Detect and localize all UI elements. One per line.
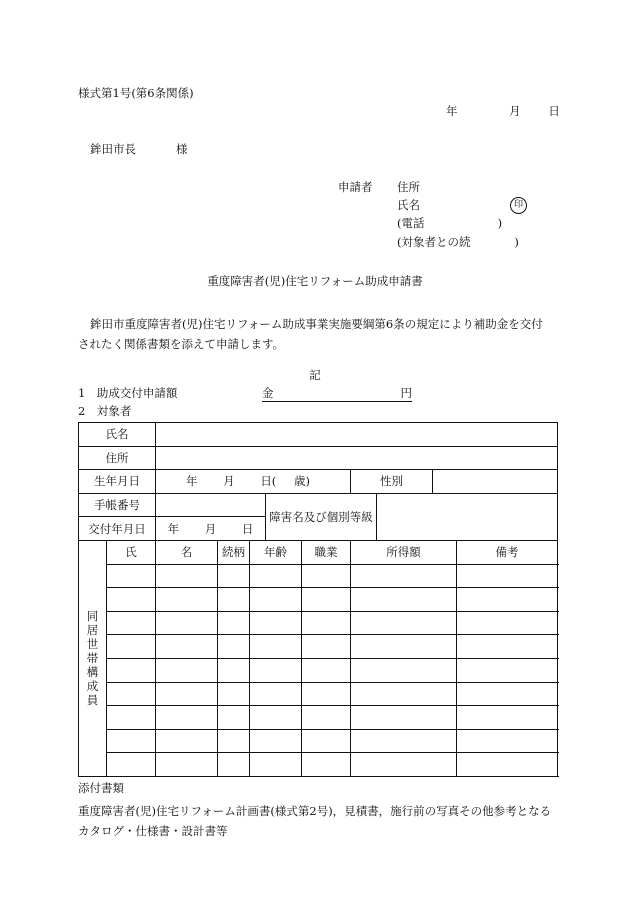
member-cell[interactable] bbox=[302, 635, 351, 659]
member-cell[interactable] bbox=[457, 706, 558, 730]
member-cell[interactable] bbox=[107, 658, 156, 682]
member-cell[interactable] bbox=[302, 706, 351, 730]
member-cell[interactable] bbox=[156, 658, 218, 682]
member-cell[interactable] bbox=[250, 588, 302, 612]
member-cell[interactable] bbox=[250, 753, 302, 777]
member-cell[interactable] bbox=[250, 658, 302, 682]
household-char: 居 bbox=[86, 623, 99, 638]
member-cell[interactable] bbox=[218, 729, 250, 753]
col-note: 備考 bbox=[457, 540, 558, 564]
birth-cell[interactable] bbox=[156, 470, 351, 494]
item2-label: 2 対象者 bbox=[78, 404, 132, 418]
amount-field[interactable] bbox=[262, 388, 412, 402]
member-cell[interactable] bbox=[457, 635, 558, 659]
household-char: 帯 bbox=[86, 651, 99, 666]
household-char: 世 bbox=[86, 637, 99, 652]
disability-cell[interactable] bbox=[377, 493, 558, 540]
member-row bbox=[79, 635, 558, 659]
member-cell[interactable] bbox=[351, 753, 457, 777]
member-cell[interactable] bbox=[302, 564, 351, 588]
col-mei: 名 bbox=[156, 540, 218, 564]
amount-prefix: 金 bbox=[262, 386, 274, 400]
member-cell[interactable] bbox=[218, 611, 250, 635]
member-cell[interactable] bbox=[457, 729, 558, 753]
member-cell[interactable] bbox=[351, 658, 457, 682]
member-row bbox=[79, 706, 558, 730]
col-age: 年齢 bbox=[250, 540, 302, 564]
household-char: 同 bbox=[86, 609, 99, 624]
applicant-address: 住所 bbox=[397, 180, 420, 194]
member-cell[interactable] bbox=[457, 658, 558, 682]
member-cell[interactable] bbox=[457, 753, 558, 777]
member-row bbox=[79, 588, 558, 612]
member-cell[interactable] bbox=[107, 706, 156, 730]
item1-label: 1 助成交付申請額 bbox=[78, 386, 178, 400]
member-cell[interactable] bbox=[107, 753, 156, 777]
birth-day: 日( bbox=[260, 474, 277, 489]
member-cell[interactable] bbox=[457, 611, 558, 635]
member-cell[interactable] bbox=[218, 658, 250, 682]
member-cell[interactable] bbox=[156, 635, 218, 659]
disability-label: 障害名及び個別等級 bbox=[266, 493, 377, 540]
date-year: 年 bbox=[446, 104, 458, 118]
member-cell[interactable] bbox=[107, 588, 156, 612]
member-cell[interactable] bbox=[351, 729, 457, 753]
attachments-heading: 添付書類 bbox=[78, 781, 124, 795]
member-cell[interactable] bbox=[351, 682, 457, 706]
issue-month: 月 bbox=[204, 521, 217, 536]
applicant-label: 申請者 bbox=[338, 180, 373, 194]
member-cell[interactable] bbox=[218, 588, 250, 612]
household-char: 構 bbox=[86, 665, 99, 680]
member-cell[interactable] bbox=[107, 635, 156, 659]
birth-age: 歳) bbox=[293, 474, 310, 489]
issue-date-cell[interactable] bbox=[156, 517, 266, 541]
member-cell[interactable] bbox=[250, 611, 302, 635]
document-title: 重度障害者(児)住宅リフォーム助成申請書 bbox=[207, 274, 423, 288]
member-cell[interactable] bbox=[218, 753, 250, 777]
issue-date-label: 交付年月日 bbox=[79, 517, 156, 541]
birth-year: 年 bbox=[186, 474, 198, 489]
member-cell[interactable] bbox=[156, 729, 218, 753]
seal-icon: 印 bbox=[510, 197, 527, 214]
member-cell[interactable] bbox=[250, 635, 302, 659]
member-cell[interactable] bbox=[218, 564, 250, 588]
member-cell[interactable] bbox=[302, 729, 351, 753]
honorific: 様 bbox=[176, 142, 188, 156]
member-cell[interactable] bbox=[351, 706, 457, 730]
address-label: 住所 bbox=[79, 446, 156, 470]
application-date bbox=[446, 106, 560, 118]
member-cell[interactable] bbox=[156, 682, 218, 706]
addressee bbox=[90, 144, 188, 156]
member-row bbox=[79, 564, 558, 588]
birth-label: 生年月日 bbox=[79, 470, 156, 494]
member-cell[interactable] bbox=[156, 588, 218, 612]
member-cell[interactable] bbox=[107, 611, 156, 635]
member-cell[interactable] bbox=[250, 706, 302, 730]
mayor-title: 鉾田市長 bbox=[90, 142, 136, 156]
address-cell[interactable] bbox=[156, 446, 558, 470]
body-text: 鉾田市重度障害者(児)住宅リフォーム助成事業実施要綱第6条の規定により補助金を交付されたく関係書類を添えて申請します。 bbox=[78, 317, 543, 351]
member-cell[interactable] bbox=[218, 682, 250, 706]
applicant-phone: (電話 ) bbox=[397, 216, 503, 230]
household-char: 員 bbox=[86, 693, 99, 708]
member-cell[interactable] bbox=[156, 564, 218, 588]
name-label: 氏名 bbox=[79, 423, 156, 447]
col-income: 所得額 bbox=[351, 540, 457, 564]
member-cell[interactable] bbox=[302, 611, 351, 635]
member-cell[interactable] bbox=[302, 682, 351, 706]
handbook-cell[interactable] bbox=[156, 493, 266, 517]
member-cell[interactable] bbox=[457, 682, 558, 706]
col-relation: 続柄 bbox=[218, 540, 250, 564]
member-cell[interactable] bbox=[107, 682, 156, 706]
member-cell[interactable] bbox=[351, 588, 457, 612]
col-job: 職業 bbox=[302, 540, 351, 564]
date-month: 月 bbox=[509, 104, 521, 118]
member-cell[interactable] bbox=[302, 588, 351, 612]
member-cell[interactable] bbox=[351, 611, 457, 635]
ki-heading: 記 bbox=[309, 368, 321, 382]
handbook-label: 手帳番号 bbox=[79, 493, 156, 517]
issue-day: 日 bbox=[241, 521, 254, 536]
applicant-name: 氏名 bbox=[397, 198, 420, 212]
sex-cell[interactable] bbox=[433, 470, 558, 494]
col-shi: 氏 bbox=[107, 540, 156, 564]
member-cell[interactable] bbox=[156, 706, 218, 730]
member-row bbox=[79, 658, 558, 682]
member-cell[interactable] bbox=[351, 635, 457, 659]
member-cell[interactable] bbox=[156, 611, 218, 635]
member-cell[interactable] bbox=[156, 753, 218, 777]
birth-month: 月 bbox=[223, 474, 235, 489]
form-number: 様式第1号(第6条関係) bbox=[78, 86, 194, 100]
member-cell[interactable] bbox=[302, 753, 351, 777]
household-char: 成 bbox=[86, 679, 99, 694]
household-label bbox=[79, 540, 107, 776]
member-row bbox=[79, 682, 558, 706]
attachments-text: 重度障害者(児)住宅リフォーム計画書(様式第2号)，見積書，施行前の写真その他参考となるカタログ・仕様書・設計書等 bbox=[78, 804, 552, 838]
member-cell[interactable] bbox=[457, 588, 558, 612]
member-row bbox=[79, 729, 558, 753]
date-day: 日 bbox=[548, 104, 560, 118]
member-row bbox=[79, 753, 558, 777]
member-cell[interactable] bbox=[218, 706, 250, 730]
member-cell[interactable] bbox=[107, 729, 156, 753]
applicant-relation: (対象者との続 ) bbox=[397, 235, 519, 249]
subject-table bbox=[78, 422, 558, 777]
name-cell[interactable] bbox=[156, 423, 558, 447]
amount-suffix: 円 bbox=[400, 386, 412, 400]
member-row bbox=[79, 611, 558, 635]
member-cell[interactable] bbox=[351, 564, 457, 588]
member-cell[interactable] bbox=[218, 635, 250, 659]
member-cell[interactable] bbox=[250, 729, 302, 753]
member-cell[interactable] bbox=[107, 564, 156, 588]
issue-year: 年 bbox=[167, 521, 180, 536]
member-cell[interactable] bbox=[302, 658, 351, 682]
member-cell[interactable] bbox=[250, 564, 302, 588]
sex-label: 性別 bbox=[351, 470, 433, 494]
member-cell[interactable] bbox=[250, 682, 302, 706]
member-cell[interactable] bbox=[457, 564, 558, 588]
